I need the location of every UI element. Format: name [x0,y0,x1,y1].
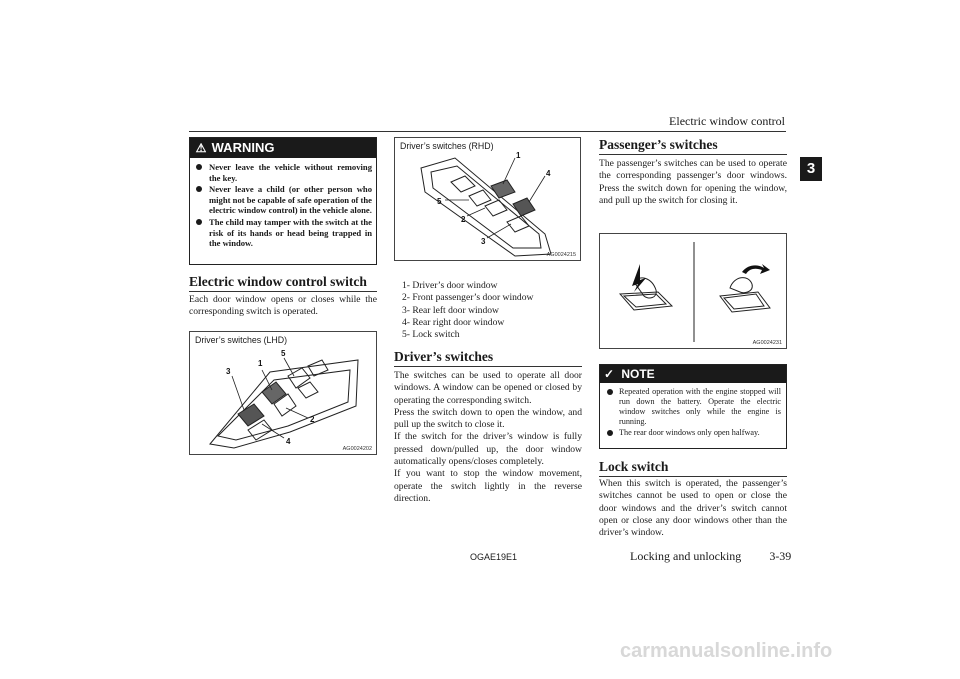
callout-1: 1 [516,151,521,160]
footer-section: Locking and unlocking [630,549,742,563]
rhd-switch-illustration [395,138,581,261]
warning-item: The child may tamper with the switch at the risk of its hands or head being trapped in the window. [196,217,372,249]
warning-box [189,137,377,265]
warning-list [190,162,376,249]
bullet-icon [607,430,613,436]
legend-item: 2- Front passenger’s door window [402,292,534,304]
lhd-switch-illustration [190,332,377,455]
warning-triangle-icon: ⚠ [195,141,207,155]
warning-item: Never leave the vehicle without removing the key. [196,162,372,183]
paragraph: If the switch for the driver’s window is fully pressed down/pulled up, the door window automatically opens/closes completely. [394,431,582,468]
paragraph: The switches can be used to operate all door windows. A window can be opened or closed by operating the corresponding switch. [394,370,582,406]
callout-2: 2 [461,215,466,224]
warning-item: Never leave a child (or other person who might not be capable of safe operation of the electric window control) in the vehicle alone. [196,184,372,216]
figure-caption: Driver’s switches (RHD) [400,141,494,151]
callout-4: 4 [286,437,291,446]
callout-5: 5 [281,349,286,358]
passenger-switch-illustration [600,234,787,349]
figure-code: AG0024231 [752,340,782,346]
chapter-tab: 3 [800,157,822,181]
section-title-ewcs: Electric window control switch [189,274,367,289]
legend-list [402,280,582,341]
section-title-drivers: Driver’s switches [394,349,494,364]
footer-page-info [630,549,791,564]
note-box [599,364,787,449]
section-rule [189,291,377,292]
bullet-icon [196,186,202,192]
figure-rhd [394,137,581,261]
note-item: The rear door windows only open halfway. [607,428,781,438]
figure-lhd [189,331,377,455]
callout-4: 4 [546,169,551,178]
section-title-lock: Lock switch [599,459,669,474]
callout-1: 1 [258,359,263,368]
figure-code: AG0024215 [546,252,576,258]
running-head: Electric window control [669,114,785,128]
callout-5: 5 [437,197,442,206]
legend-item: 3- Rear left door window [402,304,499,316]
legend-item: 4- Rear right door window [402,316,505,328]
bullet-icon [196,164,202,170]
callout-3: 3 [226,367,231,376]
section-body-ewcs: Each door window opens or closes while the corresponding switch is operated. [189,294,377,318]
section-body-passenger: The passenger’s switches can be used to operate the corresponding passenger’s door windows. Press the switch down for opening the window, and pull up the switch for closing it. [599,158,787,206]
note-label: NOTE [621,367,655,381]
paragraph: Press the switch down to open the window, and pull up the switch to close it. [394,406,582,431]
note-list [600,387,786,438]
section-rule [394,366,582,367]
document-code: OGAE19E1 [470,552,518,562]
callout-2: 2 [310,415,315,424]
figure-caption: Driver’s switches (LHD) [195,335,288,345]
warning-header [190,138,376,158]
section-body-drivers [394,370,582,505]
legend-item: 1- Driver’s door window [402,280,498,291]
watermark: carmanualsonline.info [620,640,833,662]
note-item: Repeated operation with the engine stopped will run down the battery. Operate the electric window switches only while the engine is running. [607,387,781,427]
figure-code: AG0024202 [342,446,372,452]
figure-passenger [599,233,787,349]
section-body-lock: When this switch is operated, the passenger’s switches cannot be used to open or close the door windows and the driver’s switch cannot open or close any door windows other than the driver’s window. [599,478,787,539]
page-number: 3-39 [769,549,792,563]
bullet-icon [607,389,613,395]
legend-item: 5- Lock switch [402,329,460,341]
paragraph: If you want to stop the window movement, operate the switch lightly in the reverse direction. [394,468,582,504]
section-rule [599,476,787,477]
section-title-passenger: Passenger’s switches [599,137,718,152]
note-icon: ✓ [604,367,615,381]
callout-3: 3 [481,237,486,246]
section-rule [599,154,787,155]
bullet-icon [196,219,202,225]
note-header [600,365,786,383]
arrow-up-icon [742,264,770,274]
warning-label: WARNING [211,140,275,155]
header-rule [189,131,786,132]
